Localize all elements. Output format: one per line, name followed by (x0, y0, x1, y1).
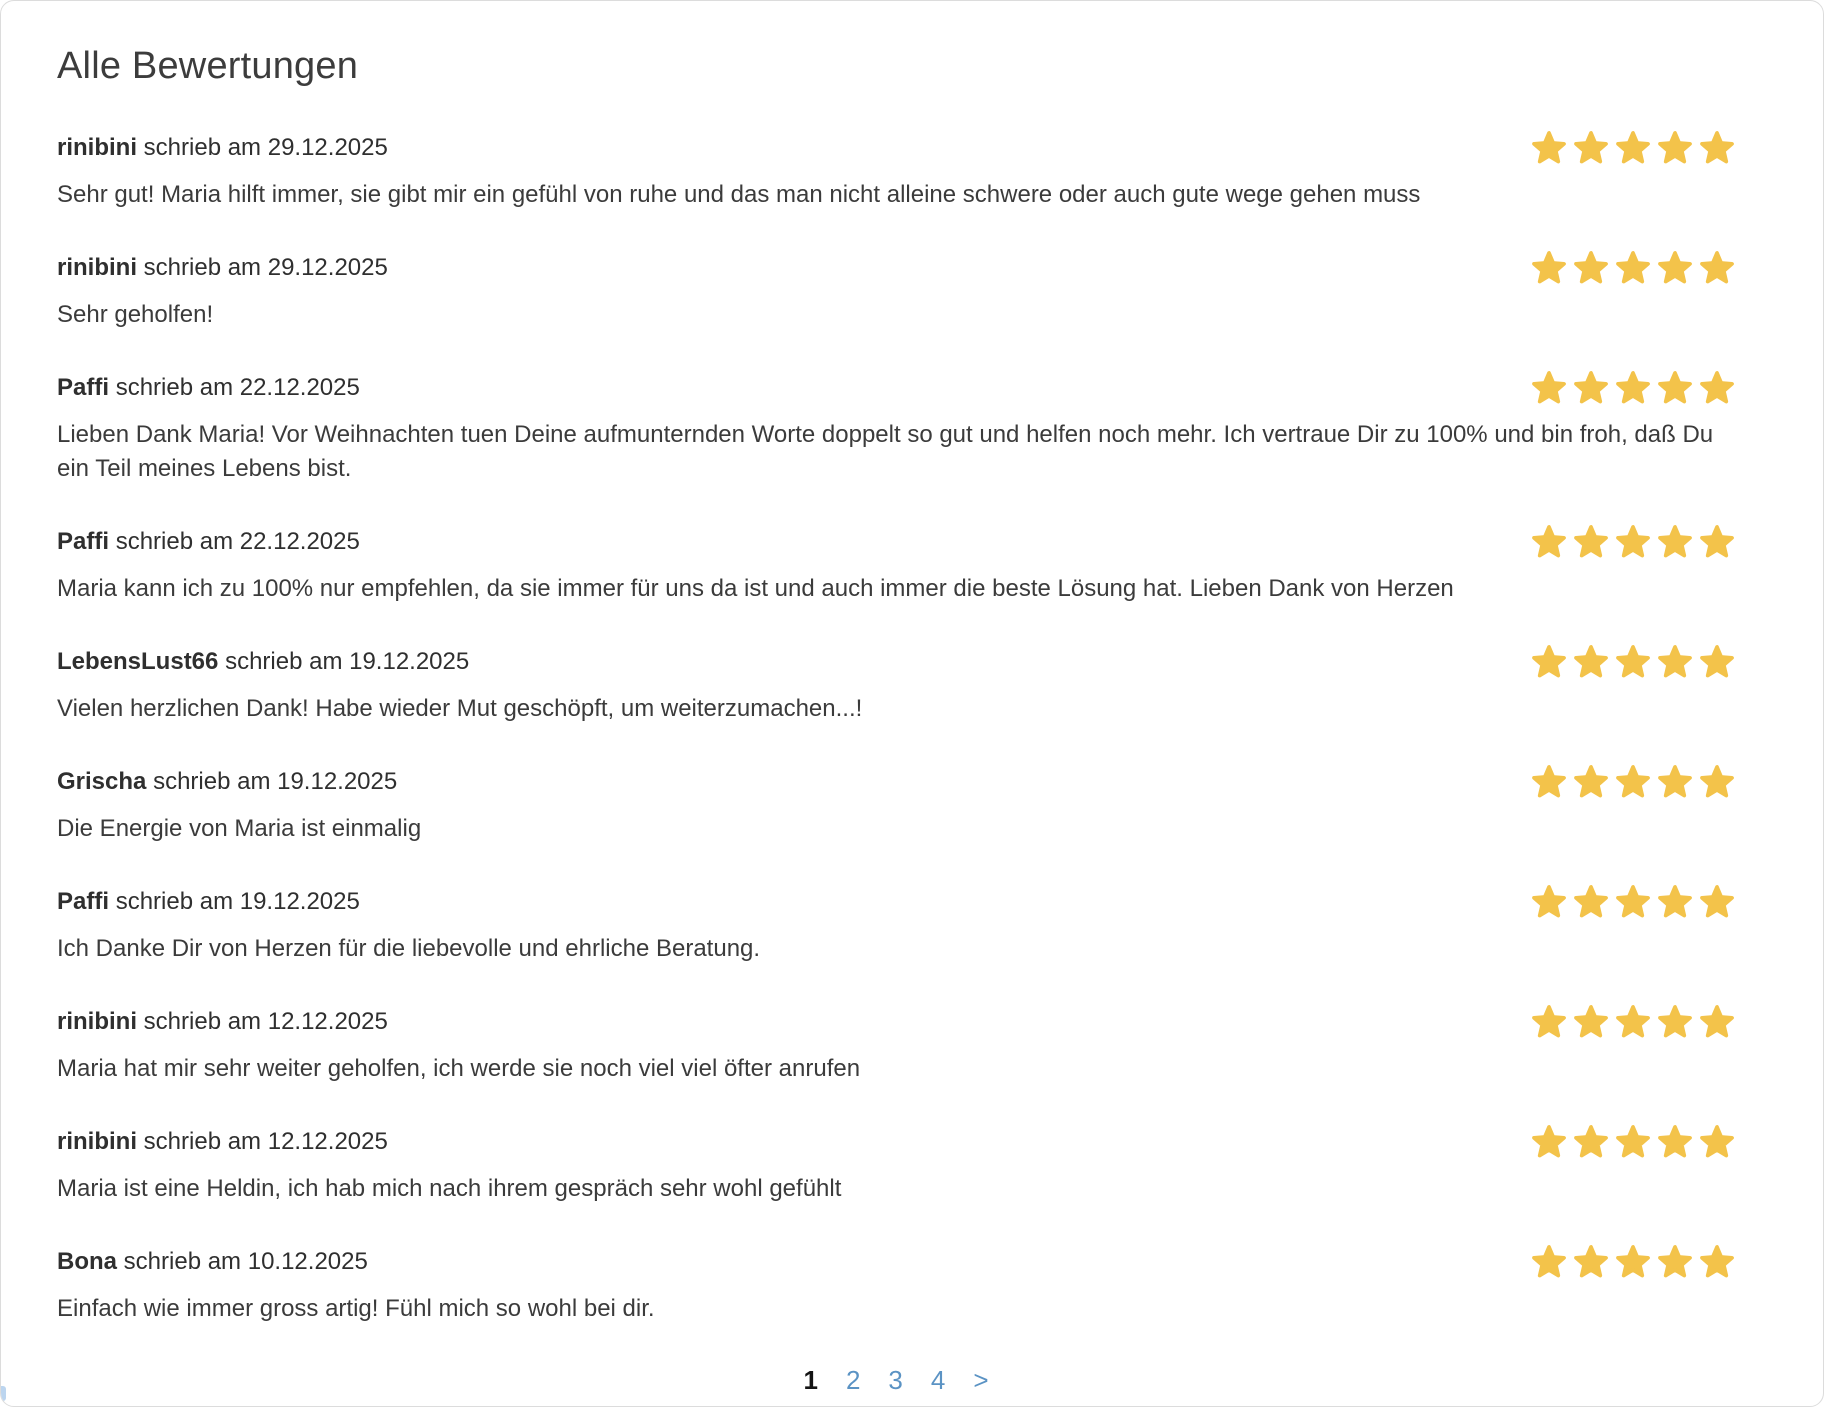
review-meta (57, 1127, 388, 1157)
star-icon (1573, 1244, 1609, 1280)
star-icon (1615, 1244, 1651, 1280)
star-icon (1531, 1124, 1567, 1160)
star-rating (1531, 250, 1735, 286)
review-date: schrieb am 29.12.2025 (143, 254, 388, 281)
star-icon (1615, 764, 1651, 800)
star-icon (1657, 130, 1693, 166)
review-item (57, 764, 1735, 846)
star-icon (1615, 250, 1651, 286)
review-text: Sehr geholfen! (57, 301, 214, 328)
star-icon (1573, 524, 1609, 560)
review-date: schrieb am 12.12.2025 (143, 1128, 388, 1155)
review-author: rinibini (57, 134, 137, 161)
review-header (57, 370, 1735, 406)
star-icon (1657, 884, 1693, 920)
pagination-page-2[interactable]: 2 (845, 1365, 861, 1395)
pagination-next[interactable]: > (973, 1365, 989, 1395)
star-icon (1657, 764, 1693, 800)
star-icon (1573, 250, 1609, 286)
review-author: rinibini (57, 1128, 137, 1155)
review-text: Maria kann ich zu 100% nur empfehlen, da sie immer für uns da ist und auch immer die beste Lösung hat. Lieben Dank von Herzen (57, 575, 1454, 602)
star-icon (1531, 884, 1567, 920)
review-header (57, 1004, 1735, 1040)
star-icon (1615, 130, 1651, 166)
reviews-list (57, 130, 1735, 1326)
star-icon (1615, 1124, 1651, 1160)
review-date: schrieb am 19.12.2025 (153, 768, 398, 795)
pagination (57, 1364, 1735, 1396)
review-text: Die Energie von Maria ist einmalig (57, 815, 422, 842)
review-meta (57, 887, 360, 917)
star-icon (1657, 1124, 1693, 1160)
review-item (57, 250, 1735, 332)
review-date: schrieb am 22.12.2025 (115, 528, 360, 555)
review-author: rinibini (57, 1008, 137, 1035)
review-item (57, 644, 1735, 726)
review-author: Paffi (57, 888, 110, 915)
star-icon (1657, 370, 1693, 406)
review-header (57, 1124, 1735, 1160)
star-rating (1531, 1244, 1735, 1280)
corner-accent (1, 1386, 6, 1401)
star-icon (1615, 644, 1651, 680)
review-item (57, 370, 1735, 486)
review-header (57, 524, 1735, 560)
review-meta (57, 647, 469, 677)
review-author: rinibini (57, 254, 137, 281)
pagination-page-4[interactable]: 4 (930, 1365, 946, 1395)
star-rating (1531, 764, 1735, 800)
star-icon (1699, 250, 1735, 286)
star-icon (1699, 370, 1735, 406)
star-rating (1531, 1124, 1735, 1160)
review-meta (57, 1247, 368, 1277)
review-item (57, 1004, 1735, 1086)
review-author: Paffi (57, 374, 110, 401)
star-rating (1531, 370, 1735, 406)
star-icon (1573, 1004, 1609, 1040)
star-icon (1531, 644, 1567, 680)
star-rating (1531, 130, 1735, 166)
review-author: LebensLust66 (57, 648, 219, 675)
review-item (57, 524, 1735, 606)
review-meta (57, 133, 388, 163)
review-text: Einfach wie immer gross artig! Fühl mich so wohl bei dir. (57, 1295, 655, 1322)
star-icon (1657, 1244, 1693, 1280)
star-icon (1531, 1004, 1567, 1040)
star-icon (1573, 1124, 1609, 1160)
star-icon (1699, 764, 1735, 800)
review-text: Lieben Dank Maria! Vor Weihnachten tuen Deine aufmunternden Worte doppelt so gut und helfen noch mehr. Ich vertraue Dir zu 100% und bin froh, daß Du ein Teil meines Lebens bist. (57, 421, 1714, 482)
review-text: Maria hat mir sehr weiter geholfen, ich werde sie noch viel viel öfter anrufen (57, 1055, 861, 1082)
review-meta (57, 253, 388, 283)
star-icon (1699, 644, 1735, 680)
star-rating (1531, 1004, 1735, 1040)
review-item (57, 130, 1735, 212)
review-author: Grischa (57, 768, 147, 795)
pagination-page-1-current: 1 (803, 1365, 818, 1395)
review-date: schrieb am 19.12.2025 (225, 648, 470, 675)
review-item (57, 1244, 1735, 1326)
review-header (57, 130, 1735, 166)
review-header (57, 764, 1735, 800)
star-icon (1531, 370, 1567, 406)
star-rating (1531, 524, 1735, 560)
review-text: Sehr gut! Maria hilft immer, sie gibt mir ein gefühl von ruhe und das man nicht alleine schwere oder auch gute wege gehen muss (57, 181, 1421, 208)
review-meta (57, 373, 360, 403)
review-item (57, 1124, 1735, 1206)
star-icon (1573, 370, 1609, 406)
review-text: Ich Danke Dir von Herzen für die liebevolle und ehrliche Beratung. (57, 935, 761, 962)
star-icon (1573, 130, 1609, 166)
star-icon (1615, 1004, 1651, 1040)
star-icon (1699, 1004, 1735, 1040)
star-icon (1657, 1004, 1693, 1040)
review-date: schrieb am 29.12.2025 (143, 134, 388, 161)
review-header (57, 1244, 1735, 1280)
star-icon (1531, 130, 1567, 166)
review-header (57, 250, 1735, 286)
review-header (57, 884, 1735, 920)
star-icon (1699, 524, 1735, 560)
star-icon (1657, 524, 1693, 560)
star-icon (1531, 1244, 1567, 1280)
review-meta (57, 767, 397, 797)
review-text: Vielen herzlichen Dank! Habe wieder Mut geschöpft, um weiterzumachen...! (57, 695, 863, 722)
star-icon (1531, 764, 1567, 800)
pagination-page-3[interactable]: 3 (888, 1365, 903, 1395)
star-icon (1699, 1124, 1735, 1160)
review-date: schrieb am 19.12.2025 (115, 888, 360, 915)
star-rating (1531, 884, 1735, 920)
review-author: Bona (57, 1248, 117, 1275)
star-icon (1699, 130, 1735, 166)
review-date: schrieb am 10.12.2025 (123, 1248, 368, 1275)
star-icon (1573, 644, 1609, 680)
review-author: Paffi (57, 528, 110, 555)
star-icon (1573, 764, 1609, 800)
star-icon (1531, 524, 1567, 560)
star-icon (1615, 370, 1651, 406)
star-icon (1657, 644, 1693, 680)
star-icon (1531, 250, 1567, 286)
review-item (57, 884, 1735, 966)
star-icon (1615, 884, 1651, 920)
star-icon (1699, 884, 1735, 920)
review-date: schrieb am 12.12.2025 (143, 1008, 388, 1035)
star-icon (1573, 884, 1609, 920)
review-header (57, 644, 1735, 680)
page-title: Alle Bewertungen (57, 45, 359, 87)
star-rating (1531, 644, 1735, 680)
star-icon (1699, 1244, 1735, 1280)
star-icon (1615, 524, 1651, 560)
review-date: schrieb am 22.12.2025 (115, 374, 360, 401)
review-meta (57, 527, 360, 557)
star-icon (1657, 250, 1693, 286)
review-meta (57, 1007, 388, 1037)
review-text: Maria ist eine Heldin, ich hab mich nach ihrem gespräch sehr wohl gefühlt (57, 1175, 842, 1202)
